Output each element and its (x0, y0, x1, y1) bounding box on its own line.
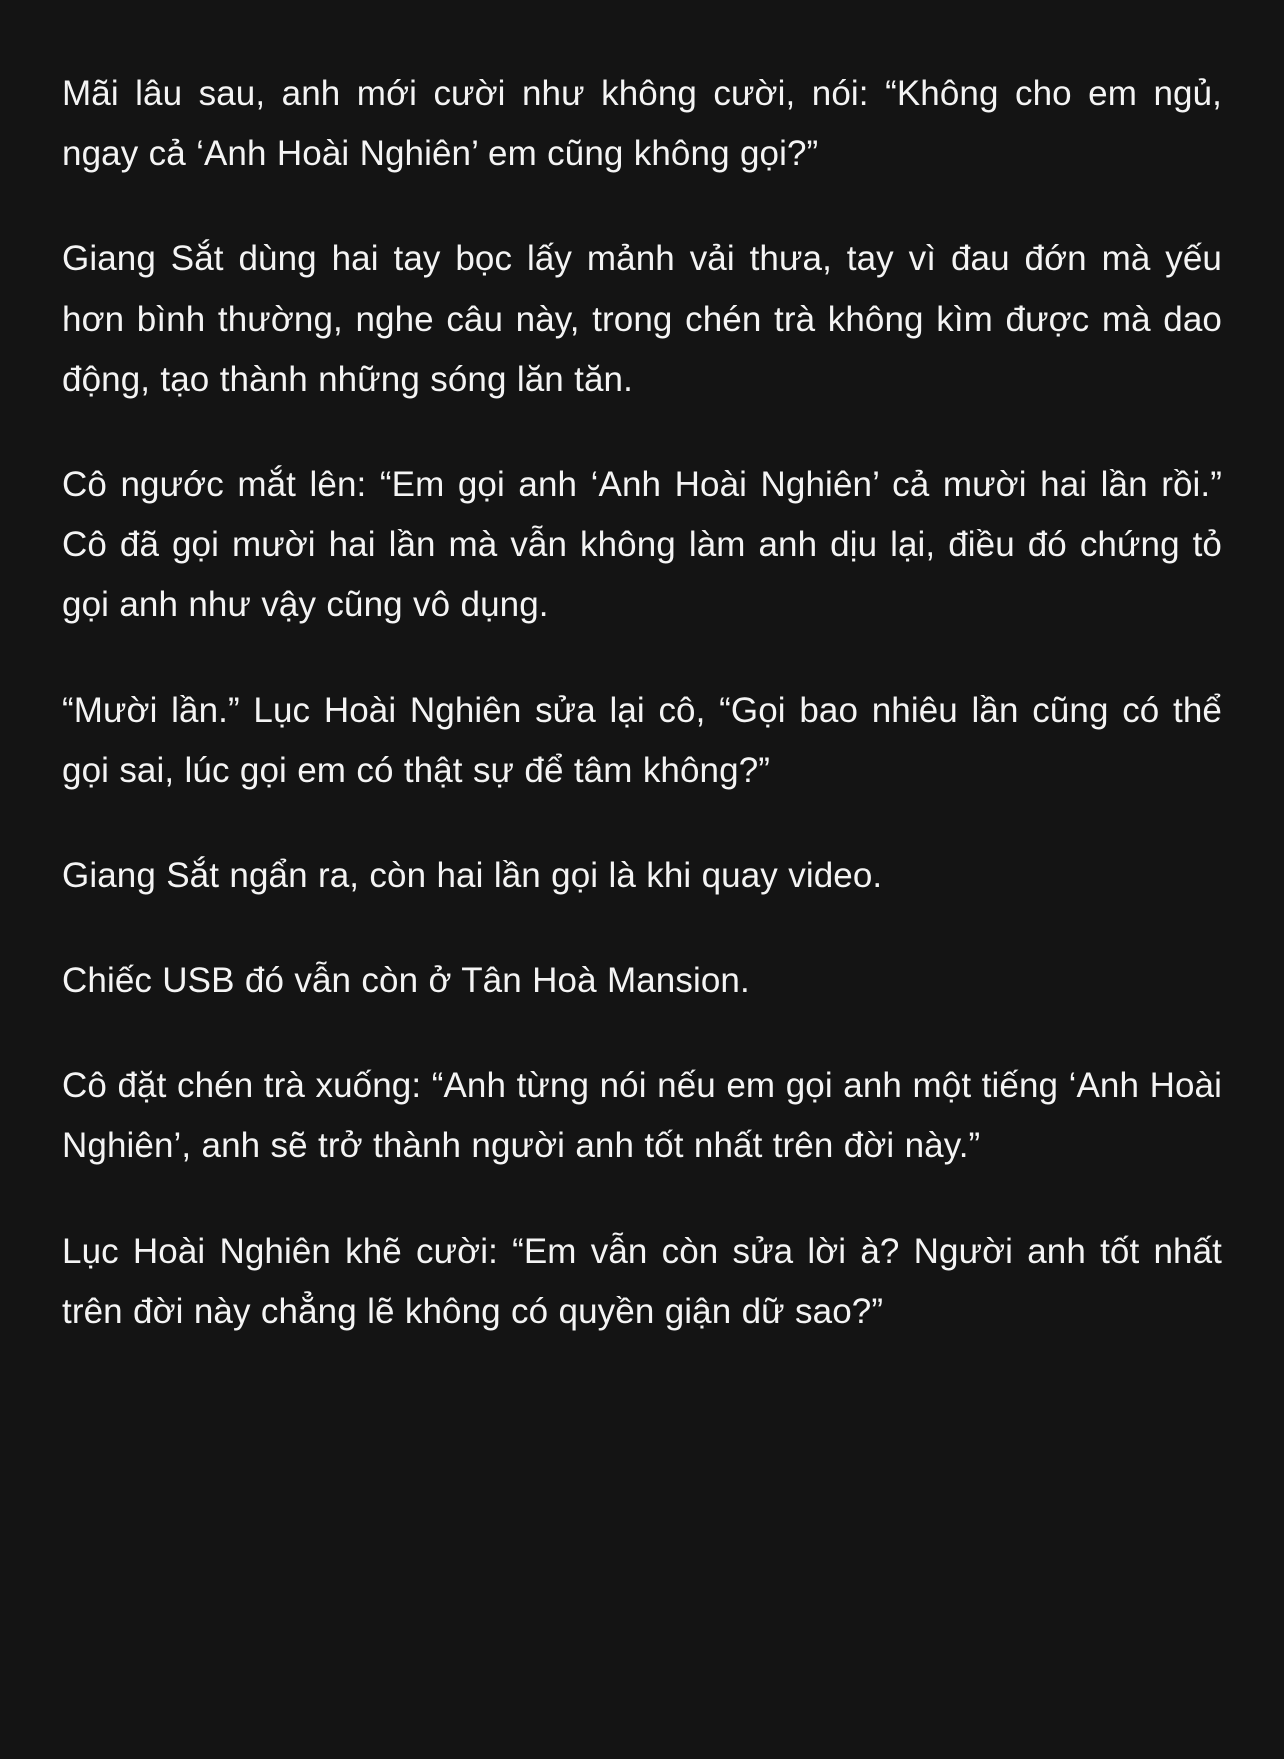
story-paragraph: Chiếc USB đó vẫn còn ở Tân Hoà Mansion. (62, 961, 750, 1001)
story-paragraph: Cô đặt chén trà xuống: “Anh từng nói nếu em gọi anh một tiếng ‘Anh Hoài Nghiên’, anh sẽ trở thành người anh tốt nhất trên đời này.” (62, 1066, 1222, 1166)
story-paragraph: Lục Hoài Nghiên khẽ cười: “Em vẫn còn sửa lời à? Người anh tốt nhất trên đời này chẳng lẽ không có quyền giận dữ sao?” (62, 1231, 1222, 1331)
story-paragraph: Giang Sắt dùng hai tay bọc lấy mảnh vải thưa, tay vì đau đớn mà yếu hơn bình thường, nghe câu này, trong chén trà không kìm được mà dao động, tạo thành những sóng lăn tăn. (62, 239, 1222, 399)
story-paragraph: Giang Sắt ngẩn ra, còn hai lần gọi là khi quay video. (62, 855, 883, 895)
story-paragraph: Cô ngước mắt lên: “Em gọi anh ‘Anh Hoài Nghiên’ cả mười hai lần rồi.” Cô đã gọi mười hai lần mà vẫn không làm anh dịu lại, điều đó chứng tỏ gọi anh như vậy cũng vô dụng. (62, 464, 1222, 625)
story-paragraph: “Mười lần.” Lục Hoài Nghiên sửa lại cô, “Gọi bao nhiêu lần cũng có thể gọi sai, lúc gọi em có thật sự để tâm không?” (62, 690, 1222, 790)
story-paragraph: Mãi lâu sau, anh mới cười như không cười, nói: “Không cho em ngủ, ngay cả ‘Anh Hoài Nghiên’ em cũng không gọi?” (62, 74, 1222, 174)
